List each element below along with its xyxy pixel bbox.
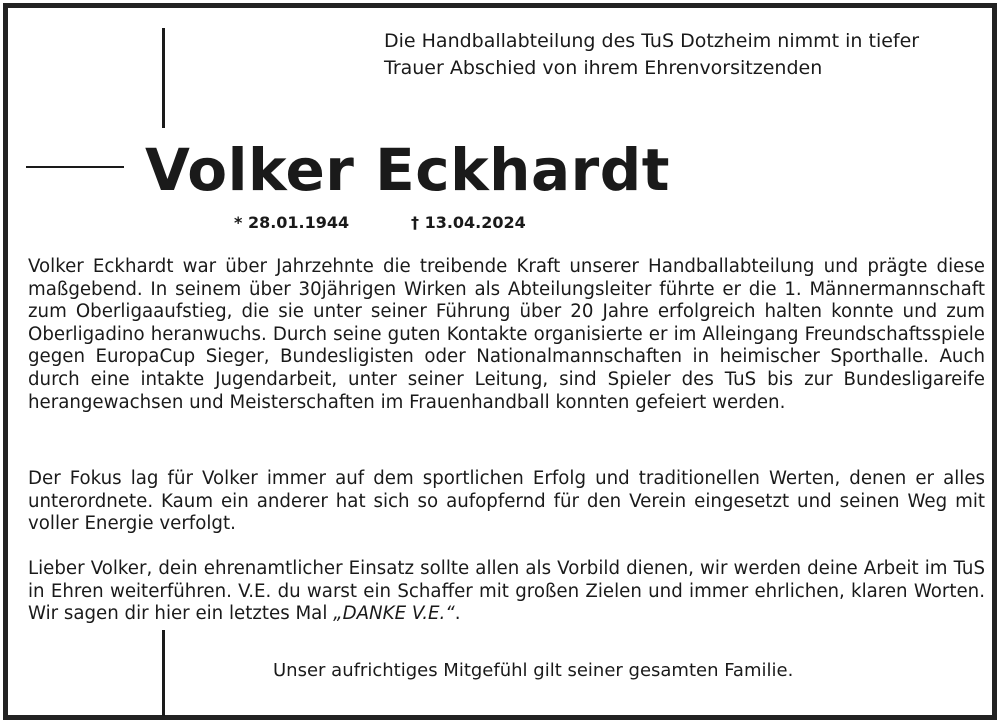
paragraph-3 (28, 558, 985, 626)
death-date: † 13.04.2024 (411, 213, 526, 232)
paragraph-3-text: Lieber Volker, dein ehrenamtlicher Einsatz sollte allen als Vorbild dienen, wir werden deine Arbeit im TuS in Ehren weiterführen. V.E. du warst ein Schaffer mit großen Zielen und immer ehrlichen, klaren Worten. Wir sagen dir hier ein letztes Mal (28, 558, 985, 625)
obituary-frame (3, 3, 997, 720)
paragraph-1: Volker Eckhardt war über Jahrzehnte die treibende Kraft unserer Handballabteilung und prägte diese maßgebend. In seinem über 30jährigen Wirken als Abteilungsleiter führte er die 1. Männermannschaft zum Oberligaaufstieg, die sie unter seiner Führung über 20 Jahre erfolgreich halten konnte und zum Oberligadino heranwuchs. Durch seine guten Kontakte organisierte er im Alleingang Freundschaftsspiele gegen EuropaCup Sieger, Bundesligisten oder Nationalmannschaften in heimischer Sporthalle. Auch durch eine intakte Jugendarbeit, unter seiner Leitung, sind Spieler des TuS bis zur Bundesligareife herangewachsen und Meisterschaften im Frauenhandball konnten gefeiert werden. (28, 256, 985, 413)
birth-date: * 28.01.1944 (234, 213, 350, 232)
intro-line-1: Die Handballabteilung des TuS Dotzheim nimmt in tiefer (384, 30, 920, 52)
decorative-vertical-line-top (162, 28, 165, 128)
paragraph-2: Der Fokus lag für Volker immer auf dem sportlichen Erfolg und traditionellen Werten, denen er alles unterordnete. Kaum ein anderer hat sich so aufopfernd für den Verein eingesetzt und seinen Weg mit voller Energie verfolgt. (28, 468, 985, 535)
intro-text (384, 28, 984, 82)
paragraph-3-end: . (454, 603, 461, 625)
closing-line: Unser aufrichtiges Mitgefühl gilt seiner gesamten Familie. (273, 660, 794, 681)
intro-line-2: Trauer Abschied von ihrem Ehrenvorsitzenden (384, 57, 823, 79)
deceased-name: Volker Eckhardt (145, 136, 670, 204)
decorative-horizontal-line (26, 166, 124, 168)
decorative-vertical-line-bottom (162, 630, 165, 716)
thank-you-quote: „DANKE V.E.“ (333, 603, 455, 625)
